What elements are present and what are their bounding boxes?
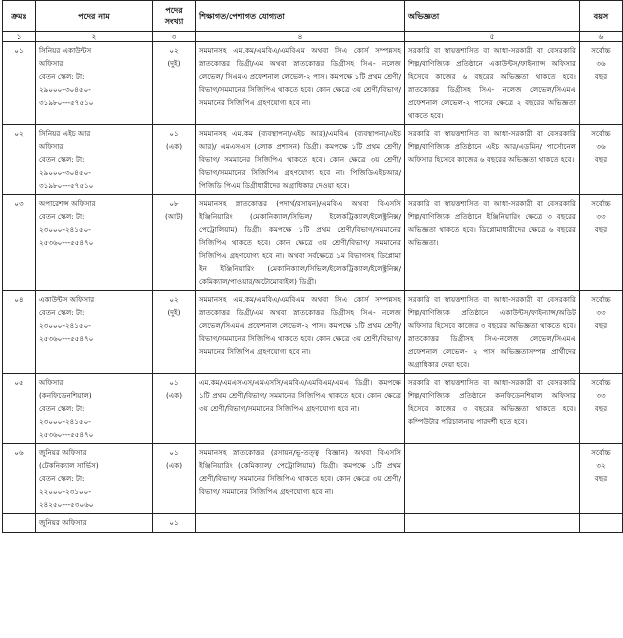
table-row-partial bbox=[3, 514, 623, 533]
post-name-line: বেতন স্কেল: টা: bbox=[39, 404, 85, 413]
serial-cell: ০৩ bbox=[3, 195, 36, 291]
age-line: ৩৩ bbox=[596, 308, 606, 317]
post-count-cell bbox=[153, 195, 196, 291]
header-qualification: শিক্ষাগত/পেশাগত যোগ্যতা bbox=[196, 1, 405, 32]
header-experience: অভিজ্ঞতা bbox=[405, 1, 580, 32]
qualification-cell bbox=[196, 514, 405, 533]
post-name-line: সিনিয়র এইচ আর bbox=[39, 129, 91, 138]
post-name-line: ২৪২৫০---৫৩০৬০ bbox=[39, 500, 94, 509]
post-name-line: অফিসার bbox=[39, 142, 64, 151]
experience-cell bbox=[405, 514, 580, 533]
age-line: বছর bbox=[594, 474, 608, 483]
post-name-line: বেতন স্কেল: টা: bbox=[39, 155, 85, 164]
serial-cell: ০৫ bbox=[3, 374, 36, 444]
qualification-cell: সমমানসহ স্নাতকোত্তর (রসায়ন/ভূ-তত্ত্ব বিজ্ঞান) অথবা বিএসসি ইঞ্জিনিয়ারিং (কেমিক্যাল/ পেট্রোলিয়াম) ডিগ্রী। কমপক্ষে ১টি প্রথম শ্রেণী/বিভাগ/ সমমানের সিজিপিএ থাকতে হবে। কোন ক্ষেত্রে ৩য় শ্রেণী/ বিভাগ/ সমমানের সিজিপিএ গ্রহণযোগ্য হবে না। bbox=[196, 444, 405, 514]
qualification-cell: সমমানসহ এম.কম/এমবিএ/এমবিএম অথবা সিএ কোর্স সম্পন্নসহ স্নাতকোত্তর ডিগ্রী/এম অথবা স্নাতকোত্তর ডিগ্রীসহ সিএ- নলেজ লেভেল/সিএমএ প্রফেশনাল লেভেল-২ পাস। কমপক্ষে ১টি প্রথম শ্রেণী/ বিভাগ/সমমানের সিজিপিএ থাকতে হবে। কোন ক্ষেত্রে ৩য় শ্রেণী/বিভাগ/সমমানের সিজিপিএ গ্রহণযোগ্য হবে না। bbox=[196, 291, 405, 374]
post-count-line: (দুই) bbox=[167, 59, 181, 68]
age-cell bbox=[580, 444, 623, 514]
post-name-cell bbox=[36, 291, 153, 374]
post-count-line: (এক) bbox=[165, 391, 183, 400]
column-number: ৩ bbox=[153, 32, 196, 42]
post-count-line: ০১ bbox=[169, 129, 179, 138]
age-line: সর্বোচ্চ bbox=[591, 199, 611, 208]
post-name-cell bbox=[36, 374, 153, 444]
qualification-cell: সমমানসহ এম.কম/এমবিএ/এমবিএম অথবা সিএ কোর্স সম্পন্নসহ স্নাতকোত্তর ডিগ্রী/এম অথবা স্নাতকোত্তর ডিগ্রীসহ সিএ- নলেজ লেভেল/ সিএমএ প্রফেশনাল লেভেল-২ পাস। কমপক্ষে ১টি প্রথম শ্রেণী/বিভাগ/সমমানের সিজিপিএ থাকতে হবে। কোন ক্ষেত্রে ৩য় শ্রেণী/বিভাগ/সমমানের সিজিপিএ গ্রহণযোগ্য হবে না। bbox=[196, 42, 405, 125]
post-name-line: ২৫৩৬০---৫৫৪৭০ bbox=[39, 430, 94, 439]
post-name-line: জুনিয়র অফিসার bbox=[39, 448, 87, 457]
age-line: ৩৬ bbox=[596, 142, 606, 151]
table-row bbox=[3, 374, 623, 444]
post-name-line: ২৯০০০-৩০৪৫০- bbox=[39, 168, 91, 177]
experience-cell: সরকারি বা স্বায়ত্তশাসিত বা আধা-সরকারী বা বেসরকারি শিল্প/বাণিজ্যিক প্রতিষ্ঠানে একাউন্টস/ফাইন্যান্স অফিসার হিসেবে কাজের ৬ বছরের অভিজ্ঞতা থাকতে হবে। স্নাতকোত্তর ডিগ্রীসহ সিএ- নলেজ লেভেল/সিএমএ প্রফেশনাল লেভেল-২ পাসের ক্ষেত্রে ২ বছরের অভিজ্ঞতা থাকতে হবে। bbox=[405, 42, 580, 125]
post-name-line: বেতন স্কেল: টা: bbox=[39, 308, 85, 317]
post-name-line: ২৫৩৬০---৫৫৪৭০ bbox=[39, 334, 94, 343]
serial-cell bbox=[3, 514, 36, 533]
age-line: বছর bbox=[594, 225, 608, 234]
recruitment-table bbox=[2, 0, 623, 533]
column-number: ৫ bbox=[405, 32, 580, 42]
experience-cell: সরকারি বা স্বায়ত্তশাসিত বা আধা-সরকারী বা বেসরকারি শিল্প/বাণিজ্যিক প্রতিষ্ঠানে ইঞ্জিনিয়ারিং ক্ষেত্রে ৩ বছরের অভিজ্ঞতা থাকতে হবে। ডিপ্লোমাধারীদের ক্ষেত্রে ৬ বছরের অভিজ্ঞতা। bbox=[405, 195, 580, 291]
age-line: বছর bbox=[594, 404, 608, 413]
post-name-line: অপারেশন্স অফিসার bbox=[39, 199, 96, 208]
qualification-cell: সমমানসহ এম.কম (ব্যবস্থাপনা/এইচ আর)/এমবিএ (ব্যবস্থাপনা/এইচ আর)/ এমএসএস (লোক প্রশাসন) ডিগ্রী। কমপক্ষে ১টি প্রথম শ্রেণী/বিভাগ/ সমমানের সিজিপিএ থাকতে হবে। কোন ক্ষেত্রে ৩য় শ্রেণী/ বিভাগ/সমমানের সিজিপিএ গ্রহণযোগ্য হবে না। পিজিডিএইচআর/ পিজিডি পিএম ডিগ্রীধারীদের অগ্রাধিকার দেওয়া হবে। bbox=[196, 125, 405, 195]
post-name-line: ২৫৩৬০---৫৫৪৭০ bbox=[39, 238, 94, 247]
post-count-line: ০৮ bbox=[169, 199, 179, 208]
age-cell bbox=[580, 514, 623, 533]
age-cell bbox=[580, 125, 623, 195]
post-name-line: ২৩০০০-২৪১৫০- bbox=[39, 225, 91, 234]
post-name-line: ২২০০০-২৩১০০- bbox=[39, 487, 91, 496]
age-line: সর্বোচ্চ bbox=[591, 129, 611, 138]
age-line: ৩৩ bbox=[596, 391, 606, 400]
post-name-cell: জুনিয়র অফিসার bbox=[36, 514, 153, 533]
post-count-line: ০১ bbox=[169, 378, 179, 387]
post-count-cell bbox=[153, 42, 196, 125]
serial-cell: ০৬ bbox=[3, 444, 36, 514]
column-number: ১ bbox=[3, 32, 36, 42]
header-post-count: পদের সংখ্যা bbox=[153, 1, 196, 32]
column-number: ২ bbox=[36, 32, 153, 42]
post-count-line: (এক) bbox=[165, 142, 183, 151]
post-count-cell bbox=[153, 291, 196, 374]
age-cell bbox=[580, 195, 623, 291]
post-count-cell bbox=[153, 444, 196, 514]
age-cell bbox=[580, 374, 623, 444]
serial-cell: ০২ bbox=[3, 125, 36, 195]
post-name-line: (কনফিডেনশিয়াল) bbox=[39, 391, 92, 400]
post-count-line: ০১ bbox=[169, 448, 179, 457]
post-count-line: ০২ bbox=[169, 295, 179, 304]
column-number-row bbox=[3, 32, 623, 42]
post-name-line: বেতন স্কেল: টা: bbox=[39, 474, 85, 483]
age-line: ৩২ bbox=[596, 461, 606, 470]
experience-cell: সরকারি বা স্বায়ত্তশাসিত বা আধা-সরকারী বা বেসরকারি শিল্প/বাণিজ্যিক প্রতিষ্ঠানে এইচ আর/এডমিন/ পার্সোনেল অফিসার হিসেবে কাজের ৬ বছরের অভিজ্ঞতা থাকতে হবে। bbox=[405, 125, 580, 195]
post-count-line: (আট) bbox=[165, 212, 183, 221]
table-row bbox=[3, 42, 623, 125]
post-name-line: ৩১৯৮০---৫৭৫১০ bbox=[39, 98, 94, 107]
post-name-line: (টেকনিক্যাল সার্ভিস) bbox=[39, 461, 99, 470]
experience-cell: সরকারি বা স্বায়ত্তশাসিত বা আধা-সরকারী বা বেসরকারি শিল্প/বাণিজ্যিক প্রতিষ্ঠানে কনফিডেনশিয়াল অফিসার হিসেবে কাজের ৩ বছরের অভিজ্ঞতা থাকতে হবে। কম্পিউটার পরিচালনায় পারদর্শী হতে হবে। bbox=[405, 374, 580, 444]
age-line: বছর bbox=[594, 155, 608, 164]
post-name-line: সিনিয়র একাউন্টস bbox=[39, 46, 92, 55]
age-line: সর্বোচ্চ bbox=[591, 295, 611, 304]
post-name-line: ৩১৯৮০---৫৭৫১০ bbox=[39, 181, 94, 190]
post-count-cell bbox=[153, 374, 196, 444]
age-line: বছর bbox=[594, 72, 608, 81]
table-body bbox=[3, 32, 623, 533]
header-post-name: পদের নাম bbox=[36, 1, 153, 32]
age-line: বছর bbox=[594, 321, 608, 330]
serial-cell: ০৪ bbox=[3, 291, 36, 374]
table-row bbox=[3, 291, 623, 374]
post-count-line: (দুই) bbox=[167, 308, 181, 317]
post-name-line: ২৯০০০-৩০৪৫০- bbox=[39, 85, 91, 94]
post-name-line: বেতন স্কেল: টা: bbox=[39, 212, 85, 221]
age-line: ৩৩ bbox=[596, 212, 606, 221]
qualification-cell: সমমানসহ স্নাতকোত্তর (পদার্থ/রসায়ন)/এমবিএ অথবা বিএসসি ইঞ্জিনিয়ারিং (মেকানিক্যাল/সিভিল/ ইলেকট্রিক্যাল/ইলেক্ট্রনিক্স/পেট্রোলিয়াম) ডিগ্রী। কমপক্ষে ১টি প্রথম শ্রেণী/বিভাগ/সমমানের সিজিপিএ থাকতে হবে। কোন ক্ষেত্রে ৩য় শ্রেণী/বিভাগ/ সমমানের সিজিপিএ গ্রহণযোগ্য হবে না। অথবা সর্বক্ষেত্রে ১ম বিভাগসহ ডিপ্লোমা ইন ইঞ্জিনিয়ারিং (মেকানিক্যাল/সিভিল/ইলেকট্রিক্যাল/ইলেক্ট্রনিক্স/ কেমিক্যাল/পাওয়ার/অটোমোবাইল) ডিগ্রী। bbox=[196, 195, 405, 291]
age-cell bbox=[580, 291, 623, 374]
table-row bbox=[3, 195, 623, 291]
table-row bbox=[3, 125, 623, 195]
post-name-cell bbox=[36, 195, 153, 291]
serial-cell: ০১ bbox=[3, 42, 36, 125]
column-number: ৪ bbox=[196, 32, 405, 42]
post-name-cell bbox=[36, 444, 153, 514]
table-row bbox=[3, 444, 623, 514]
post-name-line: বেতন স্কেল: টা: bbox=[39, 72, 85, 81]
age-line: সর্বোচ্চ bbox=[591, 46, 611, 55]
post-count-line: (এক) bbox=[165, 461, 183, 470]
column-number: ৬ bbox=[580, 32, 623, 42]
qualification-cell: এম.কম/এমএসএস/এমএসসি/এমবিএ/এমবিএম/এমএ ডিগ্রী। কমপক্ষে ১টি প্রথম শ্রেণী/বিভাগ/ সমমানের সিজিপিএ থাকতে হবে। কোন ক্ষেত্রে ৩য় শ্রেণী/বিভাগ/সমমানের সিজিপিএ গ্রহণযোগ্য হবে না। bbox=[196, 374, 405, 444]
post-name-cell bbox=[36, 42, 153, 125]
post-count-cell bbox=[153, 125, 196, 195]
age-cell bbox=[580, 42, 623, 125]
post-count-cell: ০১ bbox=[153, 514, 196, 533]
experience-cell: সরকারি বা স্বায়ত্তশাসিত বা আধা-সরকারী বা বেসরকারি শিল্প/বাণিজ্যিক প্রতিষ্ঠানে একাউন্টস/ফাইন্যান্স/অডিট অফিসার হিসেবে কাজের ৩ বছরের অভিজ্ঞতা থাকতে হবে। স্নাতকোত্তর ডিগ্রীসহ সিএ-নলেজ লেভেল/সিএমএ প্রফেশনাল লেভেল- ২ পাস অভিজ্ঞতাসম্পন্ন প্রার্থীদের অগ্রাধিকার দেয়া হবে। bbox=[405, 291, 580, 374]
age-line: সর্বোচ্চ bbox=[591, 448, 611, 457]
header-age: বয়স bbox=[580, 1, 623, 32]
post-name-line: ২৩০০০-২৪১৫০- bbox=[39, 417, 91, 426]
age-line: ৩৬ bbox=[596, 59, 606, 68]
experience-cell bbox=[405, 444, 580, 514]
post-name-cell bbox=[36, 125, 153, 195]
post-name-line: ২৩০০০-২৪১৫০- bbox=[39, 321, 91, 330]
post-count-line: ০২ bbox=[169, 46, 179, 55]
header-row bbox=[3, 1, 623, 32]
post-name-line: অফিসার bbox=[39, 59, 64, 68]
post-name-line: একাউন্টস অফিসার bbox=[39, 295, 95, 304]
header-serial: ক্রমঃ bbox=[3, 1, 36, 32]
age-line: সর্বোচ্চ bbox=[591, 378, 611, 387]
post-name-line: অফিসার bbox=[39, 378, 64, 387]
